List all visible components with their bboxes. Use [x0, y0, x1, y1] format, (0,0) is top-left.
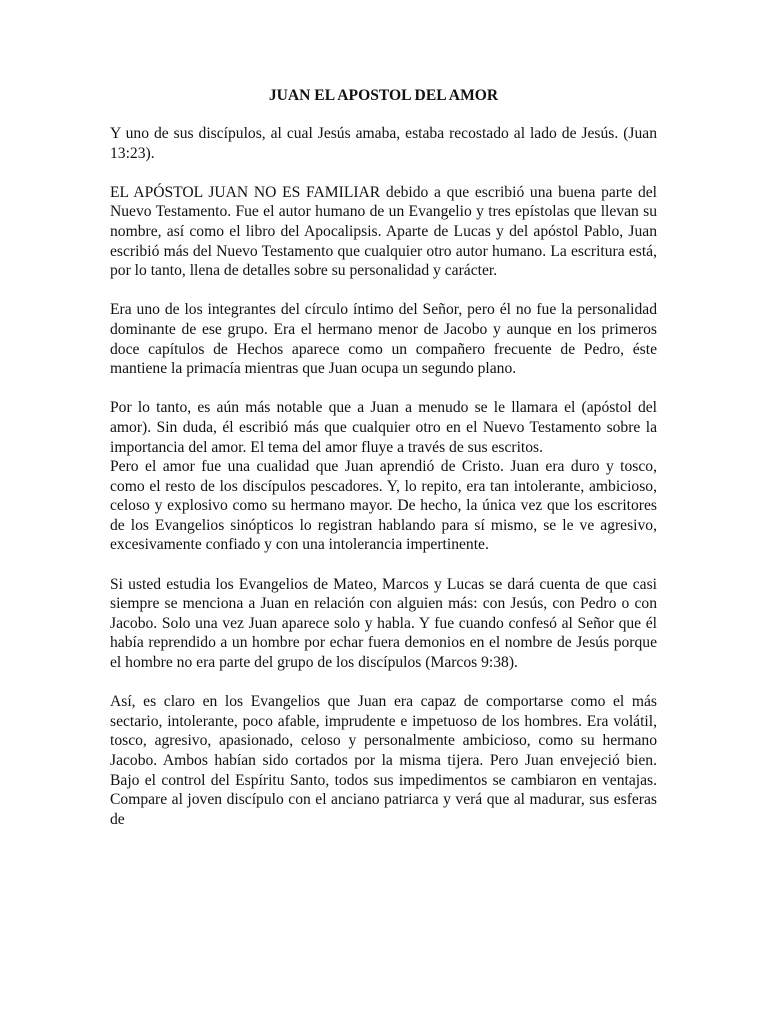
paragraph-learned-love: Pero el amor fue una cualidad que Juan aprendió de Cristo. Juan era duro y tosco, como el resto de los discípulos pescadores. Y, lo repito, era tan intolerante, ambicioso, celoso y explosivo como su hermano mayor. De hecho, la única vez que los escritores de los Evangelios sinópticos lo registran hablando para sí mismo, se le ve agresivo, excesivamente confiado y con una intolerancia impertinente.: [110, 458, 657, 554]
paragraph-inner-circle: Era uno de los integrantes del círculo íntimo del Señor, pero él no fue la personalidad dominante de ese grupo. Era el hermano menor de Jacobo y aunque en los primeros doce capítulos de Hechos aparece como un compañero frecuente de Pedro, éste mantiene la primacía mientras que Juan ocupa un segundo plano.: [110, 301, 657, 378]
document-page: [110, 86, 657, 849]
paragraph-character: Así, es claro en los Evangelios que Juan era capaz de comportarse como el más sectario, intolerante, poco afable, imprudente e impetuoso de los hombres. Era volátil, tosco, agresivo, apasionado, celoso y personalmente ambicioso, como su hermano Jacobo. Ambos habían sido cortados por la misma tijera. Pero Juan envejeció bien. Bajo el control del Espíritu Santo, todos sus impedimentos se cambiaron en ventajas. Compare al joven discípulo con el anciano patriarca y verá que al madurar, sus esferas de: [110, 693, 657, 828]
paragraph-verse: Y uno de sus discípulos, al cual Jesús amaba, estaba recostado al lado de Jesús. (Juan 13:23).: [110, 125, 657, 162]
paragraph-apostle-of-love: Por lo tanto, es aún más notable que a Juan a menudo se le llamara el (apóstol del amor). Sin duda, él escribió más que cualquier otro en el Nuevo Testamento sobre la importancia del amor. El tema del amor fluye a través de sus escritos.: [110, 399, 657, 456]
document-title: JUAN EL APOSTOL DEL AMOR: [268, 87, 499, 104]
paragraph-gospels-mentions: Si usted estudia los Evangelios de Mateo, Marcos y Lucas se dará cuenta de que casi siempre se menciona a Juan en relación con alguien más: con Jesús, con Pedro o con Jacobo. Solo una vez Juan aparece solo y habla. Y fue cuando confesó al Señor que él había reprendido a un hombre por echar fuera demonios en el nombre de Jesús porque el hombre no era parte del grupo de los discípulos (Marcos 9:38).: [110, 575, 657, 672]
paragraph-intro: EL APÓSTOL JUAN NO ES FAMILIAR debido a que escribió una buena parte del Nuevo Testamento. Fue el autor humano de un Evangelio y tres epístolas que llevan su nombre, así como el libro del Apocalipsis. Aparte de Lucas y del apóstol Pablo, Juan escribió más del Nuevo Testamento que cualquier otro autor humano. La escritura está, por lo tanto, llena de detalles sobre su personalidad y carácter.: [110, 183, 657, 280]
